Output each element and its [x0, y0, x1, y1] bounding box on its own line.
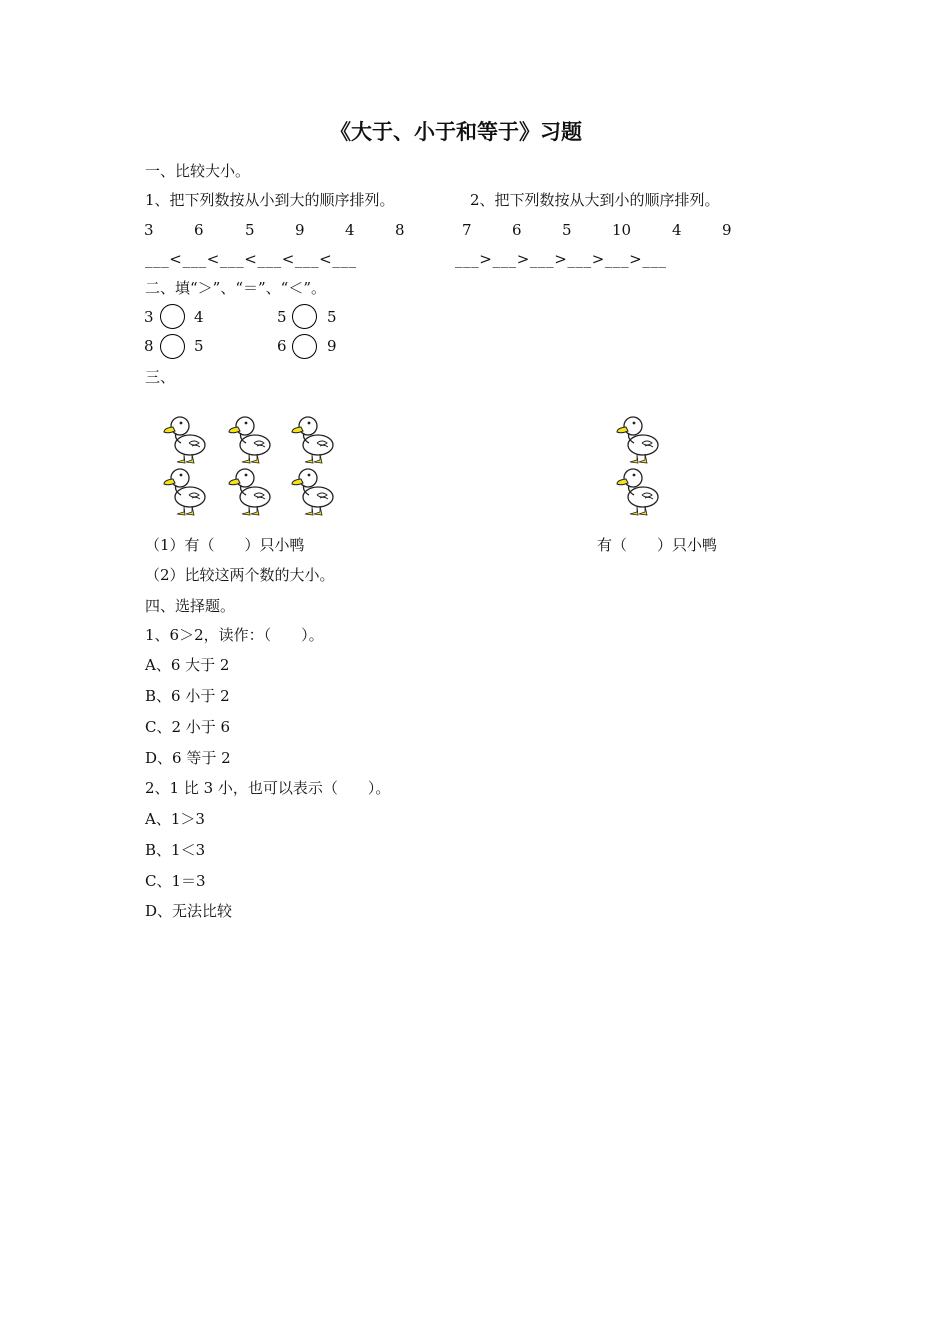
- section1-heading: 一、比较大小。: [145, 162, 251, 180]
- section3-heading: 三、: [145, 368, 176, 386]
- q2-number: 4: [672, 221, 682, 239]
- pair-left: 3: [144, 308, 154, 326]
- answer-circle[interactable]: [160, 334, 185, 359]
- right-duck-caption: 有（ ）只小鸭: [597, 536, 718, 554]
- choice-option[interactable]: C、2 小于 6: [145, 718, 231, 736]
- q1-label: 1、把下列数按从小到大的顺序排列。: [145, 191, 395, 209]
- q1-blank-line: ___<___<___<___<___<___: [145, 250, 357, 268]
- answer-circle[interactable]: [292, 334, 317, 359]
- q2-number: 9: [722, 221, 732, 239]
- pair-right: 4: [194, 308, 204, 326]
- choice-option[interactable]: B、1＜3: [145, 841, 206, 859]
- duck-image: [227, 412, 273, 464]
- choice-question-1: 1、6＞2，读作：（ ）。: [145, 626, 324, 644]
- q1-number: 4: [345, 221, 355, 239]
- choice-option[interactable]: A、1＞3: [145, 810, 205, 828]
- q1-number: 8: [395, 221, 405, 239]
- page-title: 《大于、小于和等于》习题: [330, 120, 582, 144]
- choice-option[interactable]: B、6 小于 2: [145, 687, 230, 705]
- answer-circle[interactable]: [160, 304, 185, 329]
- q1-number: 3: [144, 221, 154, 239]
- duck-image: [290, 464, 336, 516]
- q2-label: 2、把下列数按从大到小的顺序排列。: [470, 191, 720, 209]
- answer-circle[interactable]: [292, 304, 317, 329]
- q2-number: 10: [612, 221, 632, 239]
- pair-right: 5: [194, 337, 204, 355]
- q2-blank-line: ___>___>___>___>___>___: [455, 250, 667, 268]
- duck-image: [290, 412, 336, 464]
- duck-image: [615, 464, 661, 516]
- pair-right: 9: [327, 337, 337, 355]
- left-duck-caption: （1）有（ ）只小鸭: [145, 536, 305, 554]
- duck-image: [227, 464, 273, 516]
- choice-question-2: 2、1 比 3 小，也可以表示（ ）。: [145, 779, 391, 797]
- q2-number: 5: [562, 221, 572, 239]
- q2-number: 7: [462, 221, 472, 239]
- q1-number: 6: [194, 221, 204, 239]
- pair-left: 8: [144, 337, 154, 355]
- choice-option[interactable]: A、6 大于 2: [145, 656, 230, 674]
- section3-q2: （2）比较这两个数的大小。: [145, 566, 335, 584]
- duck-image: [162, 464, 208, 516]
- choice-option[interactable]: D、无法比较: [145, 902, 233, 920]
- q1-number: 9: [295, 221, 305, 239]
- choice-option[interactable]: C、1＝3: [145, 872, 206, 890]
- pair-left: 5: [277, 308, 287, 326]
- choice-option[interactable]: D、6 等于 2: [145, 749, 231, 767]
- duck-image: [615, 412, 661, 464]
- pair-right: 5: [327, 308, 337, 326]
- duck-image: [162, 412, 208, 464]
- q1-number: 5: [245, 221, 255, 239]
- q2-number: 6: [512, 221, 522, 239]
- section2-heading: 二、填“＞”、“＝”、“＜”。: [145, 279, 327, 297]
- section4-heading: 四、选择题。: [145, 597, 236, 615]
- pair-left: 6: [277, 337, 287, 355]
